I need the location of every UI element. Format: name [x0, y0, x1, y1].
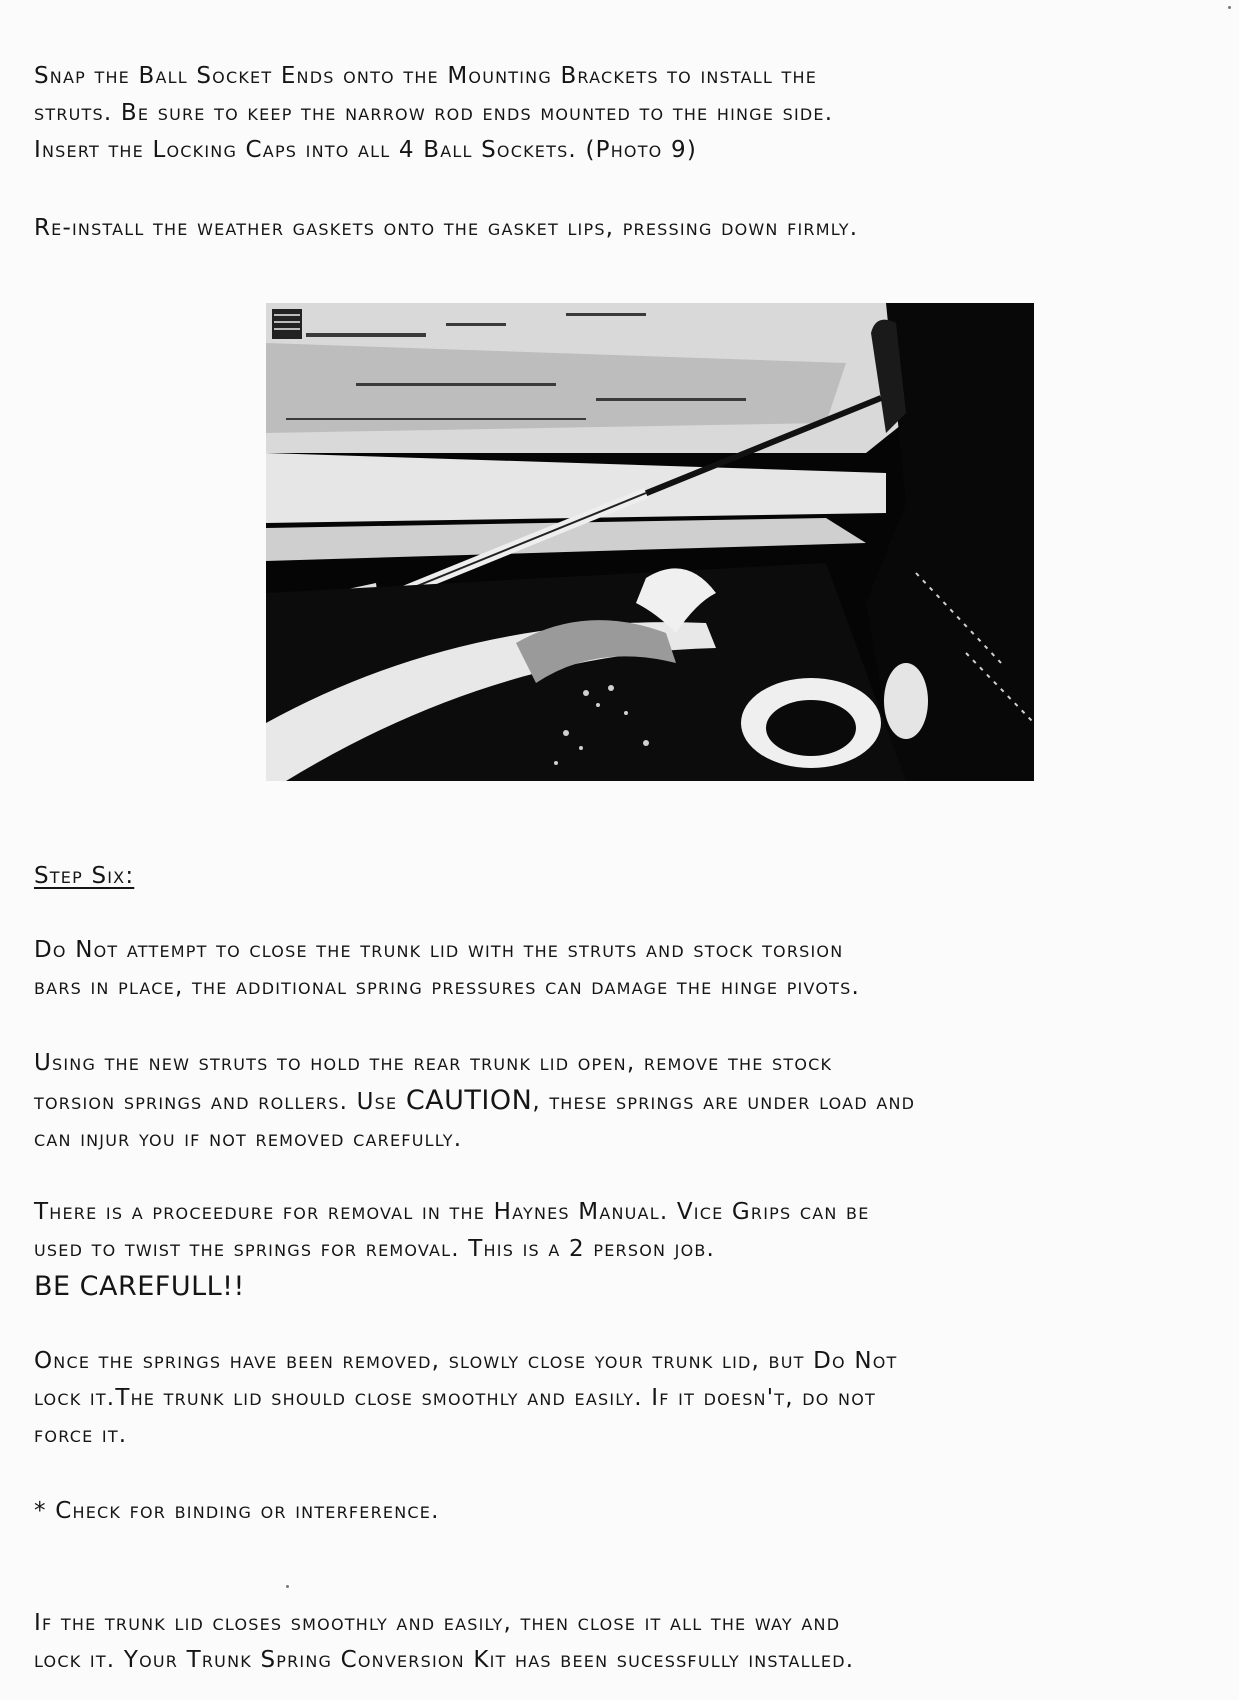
step-six-heading: Step Six:	[34, 863, 135, 889]
strut-photo-image	[266, 303, 1034, 781]
scan-speck	[286, 1585, 289, 1588]
instruction-struts: Snap the Ball Socket Ends onto the Mounting Brackets to install the struts. Be sure to keep the narrow rod ends mounted to the hinge side. Insert the Locking Caps into all 4 Ball Sockets. (Photo 9)	[34, 63, 834, 163]
check-binding-note: * Check for binding or interference.	[34, 1498, 440, 1524]
be-careful-warning: BE CAREFULL!!	[34, 1271, 245, 1302]
instruction-close-lid: Once the springs have been removed, slowly close your trunk lid, but Do Not lock it.The trunk lid should close smoothly and easily. If it doesn't, do not force it.	[34, 1348, 898, 1448]
scan-speck	[1228, 6, 1231, 9]
remove-springs-text-a: Using the new struts to hold the rear trunk lid open, remove the stock torsion springs and rollers. Use	[34, 1050, 833, 1115]
instruction-gaskets: Re-install the weather gaskets onto the gasket lips, pressing down firmly.	[34, 215, 859, 241]
instruction-remove-springs	[34, 1045, 1224, 1158]
remove-springs-text-b: , these springs are under load and can injur you if not removed carefully.	[34, 1089, 916, 1152]
instruction-haynes-manual: There is a proceedure for removal in the Haynes Manual. Vice Grips can be used to twist the springs for removal. This is a 2 person job.	[34, 1199, 870, 1262]
strut-photo	[266, 303, 1034, 781]
final-instruction: If the trunk lid closes smoothly and easily, then close it all the way and lock it. Your Trunk Spring Conversion Kit has been sucessfully installed.	[34, 1610, 855, 1673]
caution-word: CAUTION	[405, 1085, 533, 1116]
warning-do-not-close: Do Not attempt to close the trunk lid with the struts and stock torsion bars in place, the additional spring pressures can damage the hinge pivots.	[34, 937, 860, 1000]
